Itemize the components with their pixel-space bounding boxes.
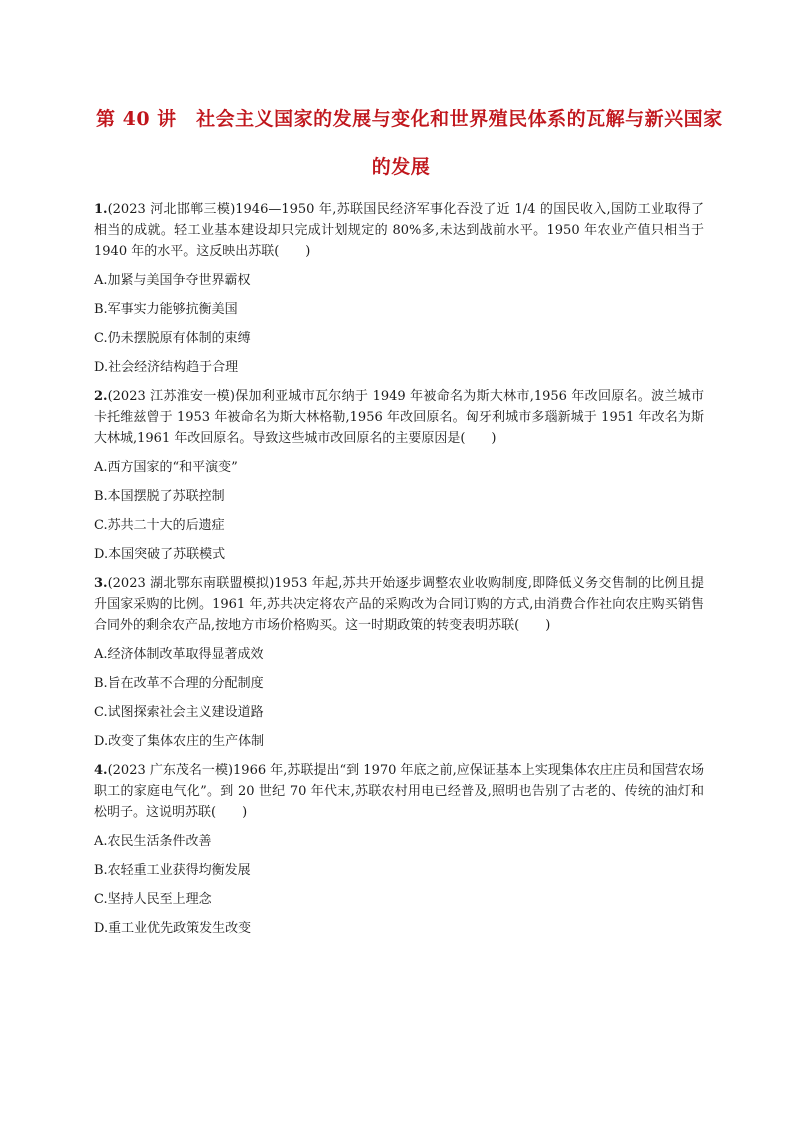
option-d: D.本国突破了苏联模式 <box>94 547 226 562</box>
option-c: C.苏共二十大的后遗症 <box>94 518 225 533</box>
question-stem <box>94 386 704 449</box>
option-b: B.旨在改革不合理的分配制度 <box>94 676 264 691</box>
question-list <box>94 199 704 947</box>
option-a: A.经济体制改革取得显著成效 <box>94 647 264 662</box>
question-text: (2023 河北邯郸三模)1946—1950 年,苏联国民经济军事化吞没了近 1/4 的国民收入,国防工业取得了相当的成就。轻工业基本建设却只完成计划规定的 80%多,未达到战前水平。1950 年农业产值只相当于 1940 年的水平。这反映出苏联( ) <box>94 202 704 259</box>
option-c: C.试图探索社会主义建设道路 <box>94 705 264 720</box>
option-c: C.坚持人民至上理念 <box>94 892 212 907</box>
option-d: D.重工业优先政策发生改变 <box>94 921 252 936</box>
option-b: B.农轻重工业获得均衡发展 <box>94 863 251 878</box>
question-4 <box>94 760 704 939</box>
lesson-title-line-1: 第 40 讲 社会主义国家的发展与变化和世界殖民体系的瓦解与新兴国家 <box>96 108 723 130</box>
option-d: D.社会经济结构趋于合理 <box>94 360 239 375</box>
question-number: 1. <box>94 202 108 217</box>
lesson-title-line-2: 的发展 <box>371 156 431 178</box>
question-number: 4. <box>94 763 108 778</box>
option-a: A.农民生活条件改善 <box>94 834 212 849</box>
question-3 <box>94 573 704 752</box>
option-a: A.加紧与美国争夺世界霸权 <box>94 273 251 288</box>
question-stem <box>94 199 704 262</box>
question-stem <box>94 573 704 636</box>
question-1 <box>94 199 704 378</box>
question-text: (2023 江苏淮安一模)保加利亚城市瓦尔纳于 1949 年被命名为斯大林市,1956 年改回原名。波兰城市卡托维兹曾于 1953 年被命名为斯大林格勒,1956 年改回原名。匈牙利城市多瑙新城于 1951 年改名为斯大林城,1961 年改回原名。导致这些城市改回原名的主要原因是( ) <box>94 389 704 446</box>
question-2 <box>94 386 704 565</box>
question-text: (2023 湖北鄂东南联盟模拟)1953 年起,苏共开始逐步调整农业收购制度,即降低义务交售制的比例且提升国家采购的比例。1961 年,苏共决定将农产品的采购改为合同订购的方式,由消费合作社向农庄购买销售合同外的剩余农产品,按地方市场价格购买。这一时期政策的转变表明苏联( ) <box>94 576 704 633</box>
option-c: C.仍未摆脱原有体制的束缚 <box>94 331 251 346</box>
question-text: (2023 广东茂名一模)1966 年,苏联提出“到 1970 年底之前,应保证基本上实现集体农庄庄员和国营农场职工的家庭电气化”。到 20 世纪 70 年代末,苏联农村用电已经普及,照明也告别了古老的、传统的油灯和松明子。这说明苏联( ) <box>94 763 704 820</box>
option-b: B.军事实力能够抗衡美国 <box>94 302 238 317</box>
question-stem <box>94 760 704 823</box>
question-number: 2. <box>94 389 108 404</box>
option-d: D.改变了集体农庄的生产体制 <box>94 734 265 749</box>
question-number: 3. <box>94 576 108 591</box>
option-a: A.西方国家的“和平演变” <box>94 460 238 475</box>
option-b: B.本国摆脱了苏联控制 <box>94 489 225 504</box>
